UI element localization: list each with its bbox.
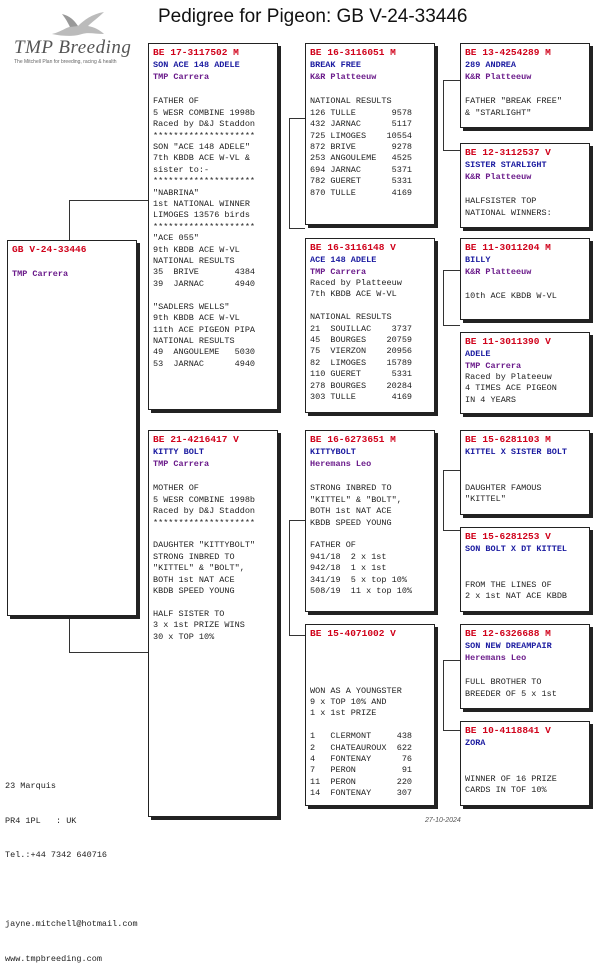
maternal-grandmother-card [305,624,435,806]
info-line: 7 PERON 91 [310,765,413,776]
info-line: 45 BOURGES 20759 [310,335,413,346]
info-line [310,472,430,483]
contact-website[interactable]: www.tmpbreeding.com [5,953,102,964]
owner-name: K&R Platteeuw [310,72,377,82]
connector-line [443,530,460,531]
connector-line [289,520,305,521]
mother-name: KITTY BOLT [153,447,205,457]
pigeon-name: ZORA [465,738,486,748]
info-line: 1 CLERMONT 438 [310,731,413,742]
owner-name: Heremans Leo [310,459,372,469]
info-line [465,557,585,568]
info-line: 35 BRIVE 4384 [153,267,256,278]
info-line: ******************** [153,517,256,528]
father-card [148,43,278,410]
subject-owner: TMP Carrera [12,269,69,279]
connector-line [443,660,460,661]
connector-line [69,615,70,652]
ring-number: BE 16-3116148 V [310,242,396,253]
info-line: MOTHER OF [153,483,199,494]
info-line: HALF SISTER TO [153,608,225,619]
info-line: BREEDER OF 5 x 1st [465,688,557,699]
info-line: BOTH 1st NAT ACE [310,506,392,517]
pigeon-name: ACE 148 ADELE [310,255,377,265]
info-line: "NABRINA" [153,187,199,198]
mother-info [153,472,273,643]
info-line: 11th ACE PIGEON PIPA [153,324,256,335]
info-line: FROM THE LINES OF [465,579,552,590]
info-line: 10th ACE KBDB W-VL [465,291,557,302]
father-name: SON ACE 148 ADELE [153,60,240,70]
info-line: Raced by D&J Staddon [153,119,256,130]
info-line [310,85,430,96]
info-line: 30 x TOP 10% [153,631,215,642]
pigeon-name: 289 ANDREA [465,60,517,70]
contact-address-2: PR4 1PL : UK [5,815,77,826]
info-line: KBDB SPEED YOUNG [153,586,235,597]
info-line [310,674,430,685]
info-line: 341/19 5 x top 10% [310,574,407,585]
pigeon-info [465,557,585,603]
info-line: NATIONAL RESULTS [310,96,392,107]
owner-name: TMP Carrera [465,361,522,371]
pigeon-name: KITTYBOLT [310,447,356,457]
owner-name: K&R Platteeuw [465,172,532,182]
owner-name: TMP Carrera [310,267,367,277]
owner-name: Heremans Leo [465,653,527,663]
contact-block [5,758,138,977]
info-line [310,529,430,540]
info-line: 39 JARNAC 4940 [153,278,256,289]
connector-line [443,270,444,325]
info-line: FATHER "BREAK FREE" [465,96,562,107]
ring-number: BE 12-6326688 M [465,628,551,639]
info-line: 9 x TOP 10% AND [310,696,387,707]
owner-name: K&R Platteeuw [465,267,532,277]
pigeon-name: KITTEL X SISTER BOLT [465,447,568,457]
info-line: NATIONAL RESULTS [153,256,235,267]
info-line [465,85,585,96]
info-line: "KITTEL" & "BOLT", [310,494,402,505]
mother-ring: BE 21-4216417 V [153,434,239,445]
info-line: STRONG INBRED TO [310,483,392,494]
info-line: 1st NATIONAL WINNER [153,199,250,210]
ring-number: BE 12-3112537 V [465,147,551,158]
info-line: 2 x 1st NAT ACE KBDB [465,591,568,602]
info-line: 53 JARNAC 4940 [153,358,256,369]
pigeon-info [465,185,585,219]
info-line [153,290,273,301]
info-line [153,529,273,540]
info-line [465,185,585,196]
info-line: HALFSISTER TOP [465,196,537,207]
pigeon-info [310,278,430,403]
paternal-grandfather-card [305,43,435,225]
connector-line [443,730,460,731]
info-line: 9th KBDB ACE W-VL [153,313,240,324]
pigeon-info [465,280,585,303]
info-line [153,597,273,608]
connector-line [289,520,290,635]
print-date: 27-10-2024 [425,817,461,824]
info-line: 870 TULLE 4169 [310,187,413,198]
info-line: 942/18 1 x 1st [310,563,387,574]
connector-line [443,660,444,730]
pigeon-name: BREAK FREE [310,60,362,70]
info-line: 82 LIMOGES 15789 [310,357,413,368]
pigeon-info [465,85,585,119]
info-line: WON AS A YOUNGSTER [310,685,402,696]
info-line: 9th KBDB ACE W-VL [153,244,240,255]
info-line: 126 TULLE 9578 [310,107,413,118]
info-line: sister to:- [153,164,210,175]
ring-number: BE 15-6281103 M [465,434,551,445]
info-line: 49 ANGOULEME 5030 [153,347,256,358]
ggparent-fmf-card [460,238,590,320]
tmp-breeding-logo [10,10,140,70]
ggparent-fff-card [460,43,590,128]
pigeon-name: ADELE [465,349,491,359]
info-line: Raced by Plateeuw [465,372,552,382]
info-line: 14 FONTENAY 307 [310,788,413,799]
pigeon-info [465,460,585,506]
connector-line [69,200,148,201]
info-line: CARDS IN TOF 10% [465,785,547,796]
info-line [465,568,585,579]
info-line: 941/18 2 x 1st [310,551,387,562]
subject-ring: GB V-24-33446 [12,244,87,255]
info-line: 5 WESR COMBINE 1998b [153,107,256,118]
info-line: ******************** [153,130,256,141]
info-line: FATHER OF [310,540,356,551]
info-line [465,460,585,471]
connector-line [443,325,460,326]
pigeon-info [465,372,585,406]
pigeon-name: SISTER STARLIGHT [465,160,547,170]
info-line [310,301,430,312]
info-line [153,85,273,96]
mother-card [148,430,278,817]
info-line: "ACE 055" [153,233,199,244]
pigeon-info [465,751,585,797]
info-line: Raced by Platteeuw [310,278,402,288]
ring-number: BE 16-3116051 M [310,47,396,58]
connector-line [69,200,70,240]
pigeon-logo-icon [48,10,108,40]
info-line: 2 CHATEAUROUX 622 [310,742,413,753]
maternal-grandfather-card [305,430,435,612]
info-line: KBDB SPEED YOUNG [310,517,392,528]
logo-tagline: The Mitchell Plan for breeding, racing & health [14,59,117,65]
info-line [153,472,273,483]
connector-line [443,80,444,150]
info-line: 303 TULLE 4169 [310,392,413,403]
info-line [465,751,585,762]
info-line: 508/19 11 x top 10% [310,586,413,597]
connector-line [443,270,460,271]
info-line: 11 PERON 220 [310,776,413,787]
ring-number: BE 11-3011204 M [465,242,551,253]
subject-pigeon-card [7,240,137,616]
connector-line [289,118,290,228]
info-line: NATIONAL RESULTS [310,312,392,323]
info-line: 75 VIERZON 20956 [310,346,413,357]
info-line: 7th KBDB ACE W-VL [310,289,397,300]
father-owner: TMP Carrera [153,72,210,82]
info-line [310,651,430,662]
info-line: NATIONAL WINNERS: [465,207,552,218]
pigeon-info [465,666,585,700]
connector-line [289,635,305,636]
ring-number: BE 11-3011390 V [465,336,551,347]
connector-line [443,150,460,151]
ring-number: BE 13-4254289 M [465,47,551,58]
info-line: DAUGHTER FAMOUS [465,482,542,493]
info-line: 432 JARNAC 5117 [310,119,413,130]
contact-address-1: 23 Marquis [5,781,57,791]
ggparent-fmm-card [460,332,590,414]
info-line: Raced by D&J Staddon [153,506,256,517]
ring-number: BE 15-4071002 V [310,628,396,639]
pigeon-info [310,472,430,597]
info-line: "SADLERS WELLS" [153,301,230,312]
father-ring: BE 17-3117502 M [153,47,239,58]
info-line: FATHER OF [153,96,199,107]
page-title: Pedigree for Pigeon: GB V-24-33446 [158,6,468,27]
info-line: NATIONAL RESULTS [153,335,235,346]
info-line [310,663,430,674]
ring-number: BE 15-6281253 V [465,531,551,542]
mother-owner: TMP Carrera [153,459,210,469]
info-line: DAUGHTER "KITTYBOLT" [153,540,256,551]
info-line: FULL BROTHER TO [465,677,542,688]
pigeon-name: SON NEW DREAMPAIR [465,641,552,651]
info-line: 694 JARNAC 5371 [310,164,413,175]
connector-line [289,228,305,229]
info-line: IN 4 YEARS [465,394,517,405]
ring-number: BE 16-6273651 M [310,434,396,445]
info-line [465,762,585,773]
connector-line [443,470,460,471]
info-line: "KITTEL" [465,494,506,505]
pigeon-info [310,640,430,800]
info-line [465,471,585,482]
info-line: "KITTEL" & "BOLT", [153,563,245,574]
info-line: 782 GUERET 5331 [310,176,413,187]
owner-name: K&R Platteeuw [465,72,532,82]
info-line [310,640,430,651]
pigeon-name: SON BOLT X DT KITTEL [465,544,568,554]
info-line: & "STARLIGHT" [465,107,532,118]
info-line: 725 LIMOGES 10554 [310,130,413,141]
info-line: 4 TIMES ACE PIGEON [465,383,557,394]
info-line: 872 BRIVE 9278 [310,142,413,153]
info-line: 4 FONTENAY 76 [310,753,413,764]
ggparent-mff-card [460,430,590,515]
info-line: 21 SOUILLAC 3737 [310,323,413,334]
pigeon-info [310,85,430,199]
contact-phone: Tel.:+44 7342 640716 [5,850,108,860]
paternal-grandmother-card [305,238,435,413]
info-line: 253 ANGOULEME 4525 [310,153,413,164]
info-line [465,280,585,291]
contact-email[interactable]: jayne.mitchell@hotmail.com [5,919,138,929]
info-line: ******************** [153,221,256,232]
info-line [465,666,585,677]
info-line: WINNER OF 16 PRIZE [465,773,557,784]
ggparent-mmm-card [460,721,590,806]
info-line: ******************** [153,176,256,187]
info-line: 3 x 1st PRIZE WINS [153,620,245,631]
info-line: STRONG INBRED TO [153,551,235,562]
ggparent-mmf-card [460,624,590,709]
ggparent-ffm-card [460,143,590,228]
ggparent-mfm-card [460,527,590,612]
pigeon-name: BILLY [465,255,491,265]
info-line: SON "ACE 148 ADELE" [153,142,250,153]
ring-number: BE 10-4118841 V [465,725,551,736]
connector-line [443,80,460,81]
info-line: BOTH 1st NAT ACE [153,574,235,585]
info-line: 110 GUERET 5331 [310,369,413,380]
connector-line [69,652,148,653]
info-line [310,720,430,731]
info-line: 278 BOURGES 20284 [310,380,413,391]
logo-name: TMP Breeding [14,37,132,58]
info-line: 7th KBDB ACE W-VL & [153,153,250,164]
info-line: 5 WESR COMBINE 1998b [153,494,256,505]
info-line: 1 x 1st PRIZE [310,708,377,719]
connector-line [289,118,305,119]
connector-line [443,470,444,530]
father-info [153,85,273,370]
info-line: LIMOGES 13576 birds [153,210,250,221]
